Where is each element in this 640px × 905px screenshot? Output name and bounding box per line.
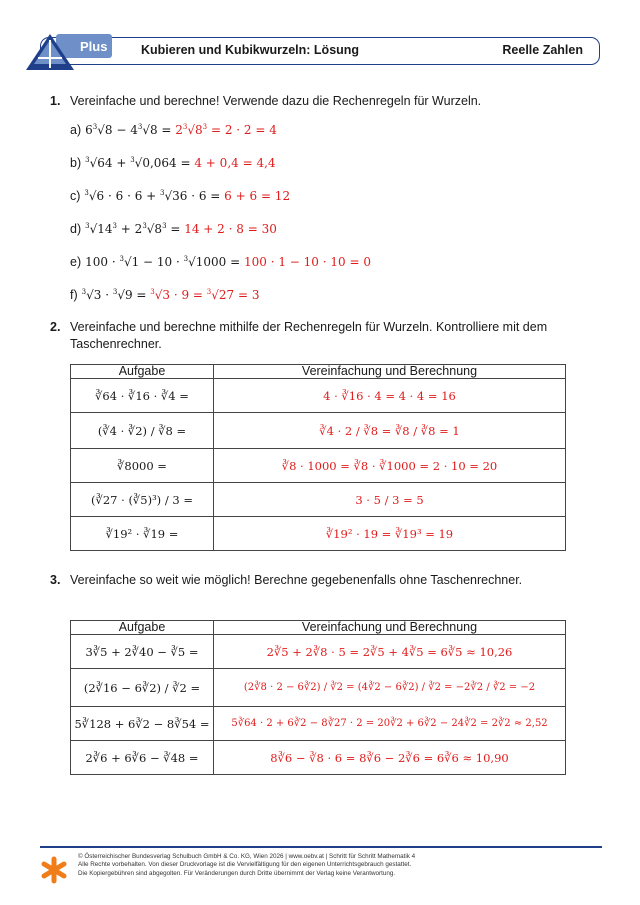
table-row <box>71 707 566 741</box>
task-cell: (2∛16 − 6∛2) / ∛2 = <box>71 669 214 707</box>
column-header-task: Aufgabe <box>71 621 214 635</box>
solution-cell: ∛8 · 1000 = ∛8 · ∛1000 = 2 · 10 = 20 <box>214 449 566 483</box>
task-cell: (∛4 · ∛2) / ∛8 = <box>71 413 214 449</box>
solution-cell: 5∛64 · 2 + 6∛2 − 8∛27 · 2 = 20∛2 + 6∛2 − 24∛2 = 2∛2 ≈ 2,52 <box>214 707 566 741</box>
task-instruction: Vereinfache so weit wie möglich! Berechne gegebenenfalls ohne Taschenrechner. <box>70 573 523 587</box>
table-row <box>71 449 566 483</box>
task-cell: (∛27 · (∛5)³) / 3 = <box>71 483 214 517</box>
solution-cell: 4 · ∛16 · 4 = 4 · 4 = 16 <box>214 379 566 413</box>
item-result: $2^3√8^3 = 2 \cdot 2 = 4$ <box>175 123 277 137</box>
table-row <box>71 669 566 707</box>
item-result: 4 + 0,4 = 4,4 <box>194 156 276 170</box>
task3-table <box>70 620 566 775</box>
task-number: 2. <box>50 320 61 334</box>
task1-item-a: a) $6^3√8 - 4^3√8$ = $2^3√8^3 = 2 \cdot 2 = 4$ <box>70 123 277 137</box>
solution-cell: (2∛8 · 2 − 6∛2) / ∛2 = (4∛2 − 6∛2) / ∛2 = −2∛2 / ∛2 = −2 <box>214 669 566 707</box>
table-row <box>71 413 566 449</box>
item-result: $^3$√3 · 9 = $^3$√27 = 3 <box>150 288 260 302</box>
table-row <box>71 379 566 413</box>
task1-item-e: e) 100 · $^3$√1 − 10 · $^3$√1000 = 100 · 1 − 10 · 10 = 0 <box>70 255 371 269</box>
table-row <box>71 741 566 775</box>
task1-item-c: c) $^3$√6 · 6 · 6 + $^3$√36 · 6 = 6 + 6 = 12 <box>70 189 291 203</box>
column-header-task: Aufgabe <box>71 365 214 379</box>
footer-divider <box>40 846 602 848</box>
solution-cell: 2∛5 + 2∛8 · 5 = 2∛5 + 4∛5 = 6∛5 ≈ 10,26 <box>214 635 566 669</box>
item-expression: $6^3√8 - 4^3√8$ = <box>85 123 176 137</box>
item-result: 14 + 2 · 8 = 30 <box>184 222 277 236</box>
solution-cell: 3 · 5 / 3 = 5 <box>214 483 566 517</box>
section-title: Reelle Zahlen <box>502 43 583 57</box>
task-cell: 5∛128 + 6∛2 − 8∛54 = <box>71 707 214 741</box>
task-instruction: Vereinfache und berechne mithilfe der Rechenregeln für Wurzeln. Kontrolliere mit dem Taschenrechner. <box>70 320 548 351</box>
table-row <box>71 483 566 517</box>
item-expression: $^3$√6 · 6 · 6 + $^3$√36 · 6 = <box>84 189 225 203</box>
item-expression: $^3$√3 · $^3$√9 = <box>81 288 151 302</box>
table-row <box>71 635 566 669</box>
task-cell: 2∛6 + 6∛6 − ∛48 = <box>71 741 214 775</box>
page-title: Kubieren und Kubikwurzeln: Lösung <box>141 43 360 57</box>
solution-cell: 8∛6 − ∛8 · 6 = 8∛6 − 2∛6 = 6∛6 ≈ 10,90 <box>214 741 566 775</box>
task-instruction: Vereinfache und berechne! Verwende dazu die Rechenregeln für Wurzeln. <box>70 94 482 108</box>
item-expression: $^3√14^3 + 2^3√8^3$ = <box>85 222 185 236</box>
task-cell: ∛19² · ∛19 = <box>71 517 214 551</box>
solution-cell: ∛4 · 2 / ∛8 = ∛8 / ∛8 = 1 <box>214 413 566 449</box>
table-row <box>71 517 566 551</box>
item-result: 100 · 1 − 10 · 10 = 0 <box>243 255 371 269</box>
item-result: 6 + 6 = 12 <box>224 189 291 203</box>
task1-item-b: b) $^3$√64 + $^3$√0,064 = 4 + 0,4 = 4,4 <box>70 156 276 170</box>
task1-item-d: d) $^3√14^3 + 2^3√8^3$ = 14 + 2 · 8 = 30 <box>70 222 277 236</box>
publisher-star-icon <box>40 856 68 884</box>
task-number: 3. <box>50 573 61 587</box>
task-cell: 3∛5 + 2∛40 − ∛5 = <box>71 635 214 669</box>
column-header-solution: Vereinfachung und Berechnung <box>214 621 566 635</box>
solution-cell: ∛19² · 19 = ∛19³ = 19 <box>214 517 566 551</box>
column-header-solution: Vereinfachung und Berechnung <box>214 365 566 379</box>
task2-table <box>70 364 566 551</box>
task-cell: ∛8000 = <box>71 449 214 483</box>
logo-text: Plus <box>80 39 108 54</box>
footer-copyright: © Österreichischer Bundesverlag Schulbuch GmbH & Co. KG, Wien 2026 | www.oebv.at | Schritt für Schritt Mathematik 4 Alle Rechte vorbehalten. Von dieser Druckvorlage ist die Vervielfältigung für den eigenen Unterrichtsgebrauch gestattet. Die Kopiergebühren sind abgegolten. Für Veränderungen durch Dritte übernimmt der Verlag keine Verantwortung. <box>78 853 416 877</box>
item-expression: $^3$√64 + $^3$√0,064 = <box>85 156 195 170</box>
task-number: 1. <box>50 94 61 108</box>
task-cell: ∛64 · ∛16 · ∛4 = <box>71 379 214 413</box>
item-expression: 100 · $^3$√1 − 10 · $^3$√1000 = <box>85 255 244 269</box>
task1-item-f: f) $^3$√3 · $^3$√9 = $^3$√3 · 9 = $^3$√27 = 3 <box>70 288 260 302</box>
plus-logo-icon <box>20 30 130 74</box>
